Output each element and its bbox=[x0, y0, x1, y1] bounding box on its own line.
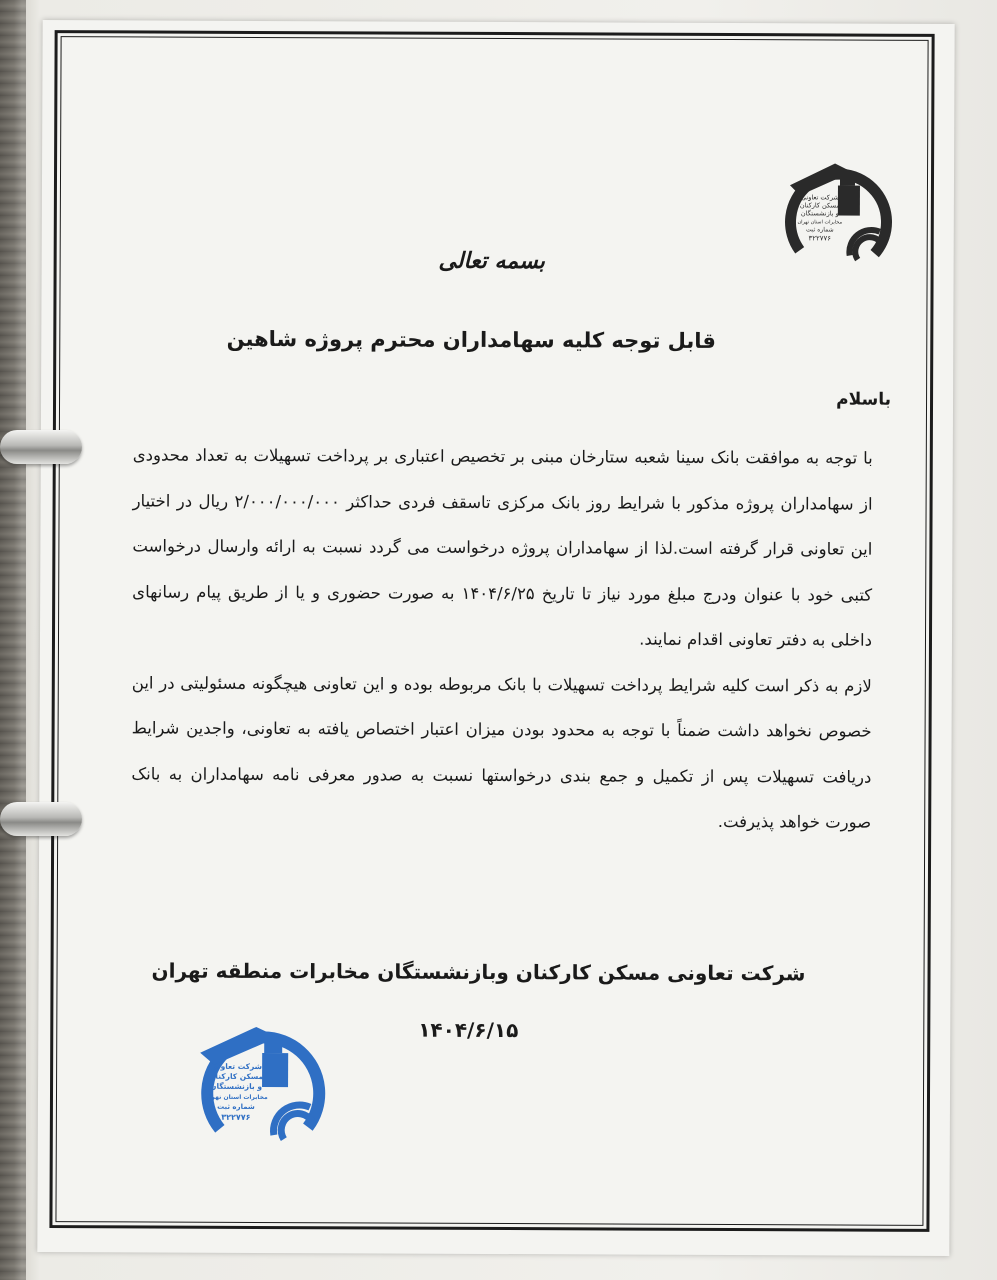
letter-body bbox=[131, 432, 873, 845]
letter-heading: بسمه تعالی bbox=[438, 247, 545, 275]
svg-text:۳۲۲۷۷۶: ۳۲۲۷۷۶ bbox=[221, 1112, 251, 1122]
binder-ring-top bbox=[0, 430, 82, 464]
svg-text:مسکن کارکنان: مسکن کارکنان bbox=[799, 201, 840, 210]
letter-sheet bbox=[37, 20, 954, 1256]
svg-text:شرکت تعاونی: شرکت تعاونی bbox=[800, 193, 839, 202]
company-logo-icon bbox=[780, 155, 901, 276]
svg-text:۳۲۲۷۷۶: ۳۲۲۷۷۶ bbox=[808, 234, 832, 243]
letter-title: قابل توجه کلیه سهامداران محترم پروژه شاهین bbox=[226, 326, 717, 353]
svg-text:و بازنشستگان: و بازنشستگان bbox=[210, 1081, 263, 1091]
svg-text:شماره ثبت: شماره ثبت bbox=[217, 1102, 255, 1111]
signature-organization: شرکت تعاونی مسکن کارکنان وبازنشستگان مخابرات منطقه تهران bbox=[151, 958, 806, 986]
svg-text:مسکن کارکنان: مسکن کارکنان bbox=[208, 1071, 264, 1081]
svg-text:مخابرات استان تهران: مخابرات استان تهران bbox=[204, 1093, 268, 1102]
binder-pages-edge bbox=[0, 0, 26, 1280]
svg-text:و بازنشستگان: و بازنشستگان bbox=[800, 209, 839, 218]
letter-paragraph-1: با توجه به موافقت بانک سینا شعبه ستارخان مبنی بر تخصیص اعتباری بر پرداخت تسهیلات به تعداد محدودی از سهامداران پروژه مذکور با شرایط روز بانک مرکزی تاسقف فردی حداکثر ۲/۰۰۰/۰۰۰/۰۰۰ ریال در اختیار این تعاونی قرار گرفته است.لذا از سهامداران پروژه درخواست می گردد نسبت به ارائه وارسال درخواست کتبی خود با عنوان ودرج مبلغ مورد نیاز تا تاریخ ۱۴۰۴/۶/۲۵ به صورت حضوری و یا از طریق پیام رسانهای داخلی به دفتر تعاونی اقدام نمایند. bbox=[132, 445, 873, 650]
letter-paragraph-2: لازم به ذکر است کلیه شرایط پرداخت تسهیلات با بانک مربوطه بوده و این تعاونی هیچگونه مسئولیتی در این خصوص نخواهد داشت ضمناً با توجه به محدود بودن میزان اعتبار اختصاص یافته به تعاونی، واجدین شرایط دریافت تسهیلات پس از تکمیل و جمع بندی درخواستها نسبت به صدور معرفی نامه سهامداران به بانک صورت خواهد پذیرفت. bbox=[131, 672, 872, 832]
company-stamp-icon bbox=[190, 1017, 333, 1148]
binder-ring-bottom bbox=[0, 802, 82, 836]
svg-text:مخابرات استان تهران: مخابرات استان تهران bbox=[797, 219, 843, 226]
svg-text:شماره ثبت: شماره ثبت bbox=[805, 226, 834, 234]
letter-greeting: باسلام bbox=[836, 389, 892, 410]
svg-text:شرکت تعاونی: شرکت تعاونی bbox=[210, 1061, 263, 1071]
letter-date: ۱۴۰۴/۶/۱۵ bbox=[418, 1017, 519, 1043]
